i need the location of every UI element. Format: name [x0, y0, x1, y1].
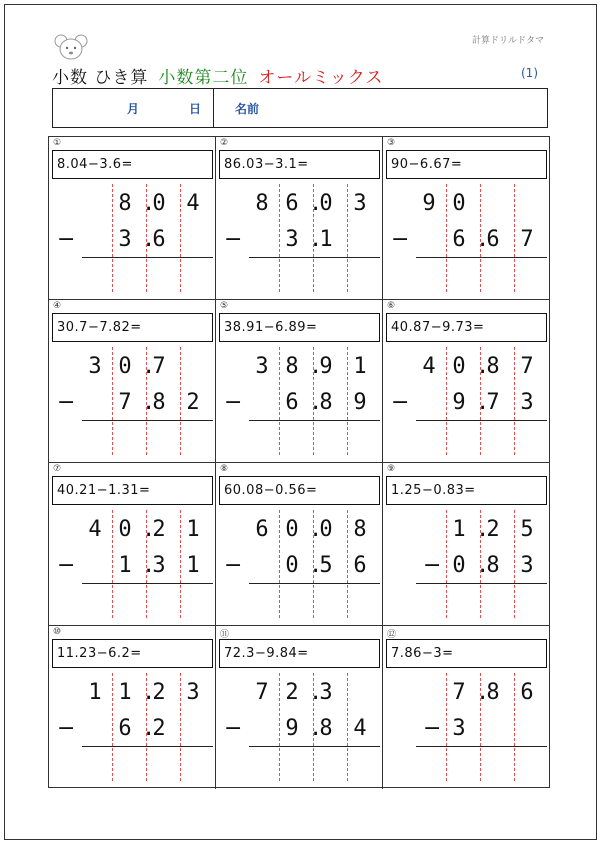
problem-expression: 40.21−1.31= — [52, 476, 213, 505]
problem-number: ⑩ — [53, 627, 62, 637]
decimal-point: . — [309, 227, 323, 252]
problem-number: ⑨ — [387, 464, 396, 474]
problem-expression: 11.23−6.2= — [52, 639, 213, 668]
answer-line — [82, 746, 213, 747]
digit: 0 — [452, 553, 466, 578]
problem-expression: 30.7−7.82= — [52, 313, 213, 342]
problem-number: ⑧ — [220, 464, 229, 474]
problem-cell — [49, 626, 216, 789]
decimal-point: . — [476, 680, 490, 705]
digit: 1 — [186, 553, 200, 578]
problem-expression: 8.04−3.6= — [52, 150, 213, 179]
answer-line — [82, 583, 213, 584]
digit: 3 — [353, 191, 367, 216]
digit: 1 — [88, 680, 102, 705]
namebox-divider — [213, 89, 214, 127]
mouse-logo-icon — [53, 33, 89, 61]
digit: 8 — [285, 354, 299, 379]
digit: 3 — [520, 390, 534, 415]
answer-area[interactable] — [249, 261, 380, 293]
digit: 6 — [520, 680, 534, 705]
digit: 2 — [152, 517, 166, 542]
digit: 6 — [255, 517, 269, 542]
problem-number: ⑤ — [220, 301, 229, 311]
problem-cell — [383, 626, 550, 789]
digit: 3 — [88, 354, 102, 379]
digit: 5 — [520, 517, 534, 542]
minus-sign: − — [423, 716, 442, 741]
problem-cell — [216, 626, 383, 789]
digit: 1 — [319, 227, 333, 252]
answer-area[interactable] — [82, 750, 213, 782]
digit: 7 — [520, 227, 534, 252]
decimal-point: . — [309, 191, 323, 216]
problem-cell — [383, 463, 550, 626]
digit: 3 — [118, 227, 132, 252]
minus-sign: − — [224, 227, 243, 252]
answer-line — [416, 746, 547, 747]
minus-sign: − — [57, 716, 76, 741]
digit: 8 — [353, 517, 367, 542]
problem-expression: 86.03−3.1= — [219, 150, 380, 179]
decimal-point: . — [476, 354, 490, 379]
digit: 3 — [186, 680, 200, 705]
problem-cell — [216, 137, 383, 300]
digit: 0 — [319, 191, 333, 216]
digit: 3 — [152, 553, 166, 578]
digit: 2 — [486, 517, 500, 542]
decimal-point: . — [309, 680, 323, 705]
problem-expression: 7.86−3= — [386, 639, 547, 668]
digit: 8 — [319, 716, 333, 741]
problem-cell — [216, 463, 383, 626]
digit: 0 — [118, 517, 132, 542]
digit: 0 — [452, 191, 466, 216]
answer-line — [82, 420, 213, 421]
decimal-point: . — [142, 517, 156, 542]
title-green: 小数第二位 — [158, 68, 249, 88]
answer-area[interactable] — [82, 424, 213, 456]
digit: 7 — [255, 680, 269, 705]
digit: 7 — [520, 354, 534, 379]
problem-expression: 38.91−6.89= — [219, 313, 380, 342]
answer-line — [249, 583, 380, 584]
problem-cell — [383, 137, 550, 300]
digit: 6 — [118, 716, 132, 741]
digit: 9 — [319, 354, 333, 379]
digit: 8 — [152, 390, 166, 415]
problem-grid — [48, 136, 550, 788]
digit: 9 — [353, 390, 367, 415]
page-title — [52, 63, 384, 88]
problem-number: ③ — [387, 138, 396, 148]
answer-line — [249, 420, 380, 421]
digit: 1 — [186, 517, 200, 542]
digit: 2 — [285, 680, 299, 705]
digit: 6 — [152, 227, 166, 252]
title-red: オールミックス — [258, 68, 384, 88]
problem-number: ④ — [53, 301, 62, 311]
problem-expression: 1.25−0.83= — [386, 476, 547, 505]
problem-number: ⑦ — [53, 464, 62, 474]
answer-area[interactable] — [416, 750, 547, 782]
answer-line — [82, 257, 213, 258]
name-date-box[interactable] — [52, 88, 548, 128]
problem-number: ⑪ — [220, 630, 230, 640]
decimal-point: . — [142, 191, 156, 216]
problem-expression: 90−6.67= — [386, 150, 547, 179]
digit: 3 — [255, 354, 269, 379]
problem-expression: 60.08−0.56= — [219, 476, 380, 505]
digit: 1 — [353, 354, 367, 379]
answer-line — [416, 583, 547, 584]
digit: 2 — [152, 716, 166, 741]
digit: 3 — [285, 227, 299, 252]
answer-line — [249, 746, 380, 747]
day-label: 日 — [189, 102, 202, 116]
digit: 8 — [486, 680, 500, 705]
digit: 8 — [319, 390, 333, 415]
digit: 7 — [118, 390, 132, 415]
minus-sign: − — [391, 227, 410, 252]
digit: 7 — [452, 680, 466, 705]
name-label: 名前 — [235, 102, 260, 116]
minus-sign: − — [224, 553, 243, 578]
decimal-point: . — [476, 517, 490, 542]
minus-sign: − — [57, 390, 76, 415]
digit: 0 — [452, 354, 466, 379]
digit: 6 — [285, 390, 299, 415]
digit: 0 — [285, 553, 299, 578]
problem-cell — [49, 300, 216, 463]
digit: 1 — [452, 517, 466, 542]
digit: 4 — [186, 191, 200, 216]
digit: 5 — [319, 553, 333, 578]
decimal-point: . — [142, 354, 156, 379]
answer-area[interactable] — [416, 261, 547, 293]
answer-area[interactable] — [416, 587, 547, 619]
digit: 8 — [118, 191, 132, 216]
answer-line — [249, 257, 380, 258]
sheet-number: (1) — [521, 66, 538, 80]
answer-line — [416, 257, 547, 258]
problem-number: ⑫ — [387, 630, 397, 640]
brand-text: 計算ドリルドタマ — [471, 36, 544, 46]
decimal-point: . — [476, 227, 490, 252]
answer-area[interactable] — [249, 587, 380, 619]
digit: 4 — [422, 354, 436, 379]
digit: 4 — [88, 517, 102, 542]
decimal-point: . — [309, 390, 323, 415]
digit: 2 — [152, 680, 166, 705]
digit: 8 — [486, 354, 500, 379]
title-main: 小数 ひき算 — [52, 68, 149, 88]
decimal-point: . — [142, 553, 156, 578]
digit: 0 — [285, 517, 299, 542]
digit: 6 — [285, 191, 299, 216]
digit: 0 — [319, 517, 333, 542]
answer-area[interactable] — [249, 750, 380, 782]
problem-number: ⑥ — [387, 301, 396, 311]
decimal-point: . — [476, 390, 490, 415]
problem-cell — [383, 300, 550, 463]
decimal-point: . — [142, 227, 156, 252]
digit: 6 — [486, 227, 500, 252]
answer-line — [416, 420, 547, 421]
digit: 7 — [486, 390, 500, 415]
answer-area[interactable] — [82, 261, 213, 293]
minus-sign: − — [391, 390, 410, 415]
answer-area[interactable] — [82, 587, 213, 619]
minus-sign: − — [57, 553, 76, 578]
minus-sign: − — [57, 227, 76, 252]
digit: 3 — [452, 716, 466, 741]
digit: 9 — [452, 390, 466, 415]
answer-area[interactable] — [416, 424, 547, 456]
digit: 1 — [118, 553, 132, 578]
digit: 0 — [152, 191, 166, 216]
problem-cell — [49, 463, 216, 626]
digit: 0 — [118, 354, 132, 379]
problem-number: ① — [53, 138, 62, 148]
minus-sign: − — [423, 553, 442, 578]
digit: 7 — [152, 354, 166, 379]
decimal-point: . — [142, 390, 156, 415]
digit: 3 — [319, 680, 333, 705]
decimal-point: . — [142, 680, 156, 705]
decimal-point: . — [476, 553, 490, 578]
digit: 3 — [520, 553, 534, 578]
problem-number: ② — [220, 138, 229, 148]
digit: 1 — [118, 680, 132, 705]
problem-cell — [216, 300, 383, 463]
problem-expression: 72.3−9.84= — [219, 639, 380, 668]
digit: 8 — [486, 553, 500, 578]
digit: 9 — [422, 191, 436, 216]
decimal-point: . — [142, 716, 156, 741]
problem-cell — [49, 137, 216, 300]
digit: 6 — [353, 553, 367, 578]
digit: 9 — [285, 716, 299, 741]
digit: 4 — [353, 716, 367, 741]
answer-area[interactable] — [249, 424, 380, 456]
digit: 6 — [452, 227, 466, 252]
month-label: 月 — [127, 102, 140, 116]
minus-sign: − — [224, 716, 243, 741]
decimal-point: . — [309, 716, 323, 741]
problem-expression: 40.87−9.73= — [386, 313, 547, 342]
decimal-point: . — [309, 517, 323, 542]
decimal-point: . — [309, 553, 323, 578]
digit: 8 — [255, 191, 269, 216]
decimal-point: . — [309, 354, 323, 379]
minus-sign: − — [224, 390, 243, 415]
digit: 2 — [186, 390, 200, 415]
